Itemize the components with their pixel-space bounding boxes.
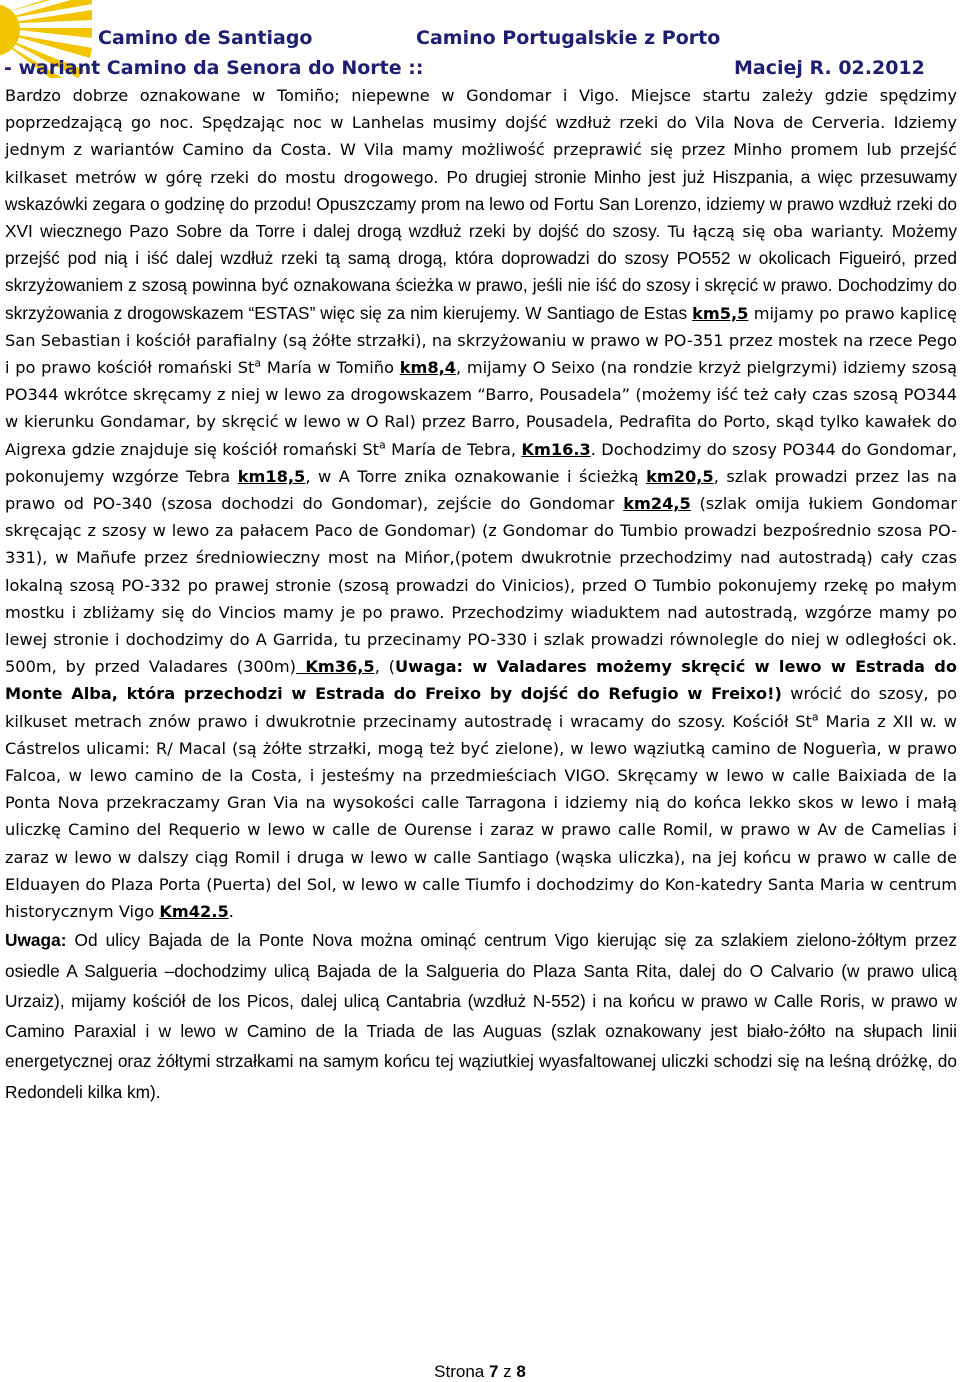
text-segment: María w Tomiño bbox=[261, 358, 400, 378]
page-header bbox=[0, 0, 960, 78]
text-segment: Od ulicy Bajada de la Ponte Nova można ominąć centrum Vigo kierując się za szlakiem zielono-żółtym przez osiedle A Salgueria –dochodzimy ulicą Bajada de la Salgueria do Plaza Santa Rita, dalej do O Calvario (w prawo ulicą Urzaiz), mijamy kościół de los Picos, dalej ulicą Cantabria (wzdłuż N-552) i na końcu w prawo w Calle Roris, w prawo w Camino Paraxial i w lewo w Camino de la Triada de las Auguas (szlak oznakowany jest biało-żółto na słupach linii energetycznej oraz żółtymi strzałkami na samym końcu tej wąziutkiej wyasfaltowanej uliczki schodzi się na leśną dróżkę, do Redondeli kilka km). bbox=[5, 930, 957, 1102]
text-segment: mijamy po prawo kaplicę San Sebastian i kościół parafialny (są żółte strzałki), na skrzyżowaniu w prawo w PO-351 przez mostek na rzece Pego i po prawo kościół romański St bbox=[5, 303, 957, 378]
text-segment: , mijamy O Seixo (na rondzie krzyż pielgrzymi) idziemy szosą PO344 wkrótce skręcamy z niej w lewo za drogowskazem “Barro, Pousadela” (możemy iść też cały czas szosą PO344 w kierunku Gondamar, by skręcić w lewo w O Ral) przez Barro, Pousadela, Pedrafita do Porto, skąd tylko kawałek do Aigrexa gdzie znajduje się kościół romański St bbox=[5, 358, 957, 459]
page-total: 8 bbox=[516, 1362, 526, 1381]
text-segment: Możemy przejść pod nią i iść dalej wzdłuż rzeki tą samą drogą, która doprowadzi do szosy PO552 w okolicach Figueiró, przed skrzyżowaniem z szosą powinna być oznakowana ścieżka w prawo, jeśli nie iść do szosy i skręcić w prawo. Dochodzimy do skrzyżowania z drogowskazem “ESTAS” więc się za nim kierujemy. W Santiago de Estas bbox=[5, 221, 957, 323]
text-segment: Po drugiej stronie Minho jest już Hiszpania, a więc przesuwamy wskazówki zegara o godzinę do przodu! bbox=[5, 166, 957, 214]
paragraph-intro bbox=[5, 82, 957, 925]
text-segment: (szlak omija łukiem Gondomar skręcając z szosy w lewo za pałacem Paco de Gondomar) (z Gondomar do Tumbio prowadzi bezpośrednio szosa PO-331), w Mañufe przez średniowieczny most na Mińor,(potem dwukrotnie przechodzimy nad autostradą) cały czas lokalną szosą PO-332 po prawej stronie (szosą prowadzi do Vinicios), przed O Tumbio pokonujemy rzekę po małym mostku i zbliżamy się do Vincios mamy je po prawo. Przechodzimy wiaduktem nad autostradą, wzgórze mamy po lewej stronie i dochodzimy do A Garrida, tu przecinamy PO-330 i szlak prowadzi równolegle do niej w odległości ok. 500m, by przed Valadares (300m) bbox=[5, 494, 957, 677]
text-segment: Bardzo dobrze oznakowane w Tomiño; niepewne w Gondomar i Vigo. Miejsce startu zależy gdzie spędzimy poprzedzającą go noc. Spędzając noc w Lanhelas musimy dojść wzdłuż rzeki do Vila Nova de Cerveria. Idziemy jednym z wariantów Camino da Costa. W Vila mamy możliwość przeprawić się przez Minho promem lub przejść kilkaset metrów w górę rzeki do mostu drogowego. bbox=[5, 86, 957, 187]
text-segment: Opuszczamy prom na lewo od Fortu San Lorenzo, idziemy w prawo wzdłuż rzeki do XVI wiecznego Pazo Sobre da Torre i dalej drogą wzdłuż rzeki by dojść do szosy. bbox=[5, 193, 957, 242]
document-body bbox=[5, 82, 957, 1107]
text-segment: . bbox=[228, 902, 234, 922]
distance-marker: Km16.3 bbox=[521, 439, 591, 459]
distance-marker: km20,5 bbox=[646, 466, 714, 486]
distance-marker: km24,5 bbox=[623, 494, 691, 514]
footer-prefix: Strona bbox=[434, 1362, 489, 1381]
distance-marker: km8,4 bbox=[399, 358, 456, 378]
page-number: 7 bbox=[488, 1362, 499, 1381]
superscript: a bbox=[811, 710, 819, 724]
text-segment: , szlak prowadzi przez las na prawo od PO-340 (szosa dochodzi do Gondomar), zejście do Gondomar bbox=[5, 466, 957, 514]
distance-marker: km5,5 bbox=[692, 303, 749, 323]
page-footer bbox=[0, 1362, 960, 1382]
text-segment: Maria z XII w. w Cástrelos ulicami: R/ Macal (są żółte strzałki, mogą też być zielone), w lewo wąziutką camino de Noguerìa, w prawo Falcoa, w lewo camino de la Costa, i jesteśmy na przedmieściach VIGO. Skręcamy w lewo w calle Baixiada de la Ponta Nova przekraczamy Gran Via na wysokości calle Tarragona i idziemy nią do końca lekko skos w lewo i małą uliczkę Camino del Requerio w lewo w calle de Ourense i zaraz w prawo calle Romil, w prawo w Av de Camelias i zaraz w lewo w dalszy ciąg Romil i druga w lewo w calle Santiago (wąska uliczka), na jej końcu w prawo w calle de Elduayen do Plaza Porta (Puerta) del Sol, w lewo w calle Tiumfo i dochodzimy do Kon-katedry Santa Maria w centrum historycznym Vigo bbox=[5, 711, 957, 922]
distance-marker: Km42.5 bbox=[159, 902, 229, 922]
text-segment: María de Tebra, bbox=[385, 439, 522, 459]
paragraph-alternative bbox=[5, 925, 957, 1107]
site-title: Camino de Santiago bbox=[98, 27, 313, 49]
footer-separator: z bbox=[498, 1362, 517, 1381]
text-segment: , ( bbox=[374, 657, 395, 677]
warning-note: Uwaga: w Valadares możemy skręcić w lewo w Estrada do Monte Alba, która przechodzi w Estrada do Freixo by dojść do Refugio w Freixo!) bbox=[5, 657, 957, 704]
text-segment: , w A Torre znika oznakowanie i ścieżką bbox=[305, 466, 647, 486]
superscript: a bbox=[254, 356, 262, 370]
superscript: a bbox=[379, 438, 386, 452]
distance-marker: Km36,5 bbox=[296, 657, 375, 677]
author-date: Maciej R. 02.2012 bbox=[734, 57, 925, 78]
note-label: Uwaga: bbox=[5, 930, 67, 951]
text-segment: Tu łączą się oba warianty. bbox=[667, 222, 885, 242]
distance-marker: km18,5 bbox=[237, 466, 306, 486]
route-title: Camino Portugalskie z Porto bbox=[416, 27, 721, 49]
text-segment: . Dochodzimy do szosy PO344 do Gondomar, pokonujemy wzgórze Tebra bbox=[5, 439, 957, 486]
variant-title: - wariant Camino da Senora do Norte :: bbox=[4, 57, 424, 78]
text-segment: wrócić do szosy, po kilkuset metrach znów prawo i dwukrotnie przecinamy autostradę i wracamy do szosy. Kościół St bbox=[5, 684, 957, 731]
